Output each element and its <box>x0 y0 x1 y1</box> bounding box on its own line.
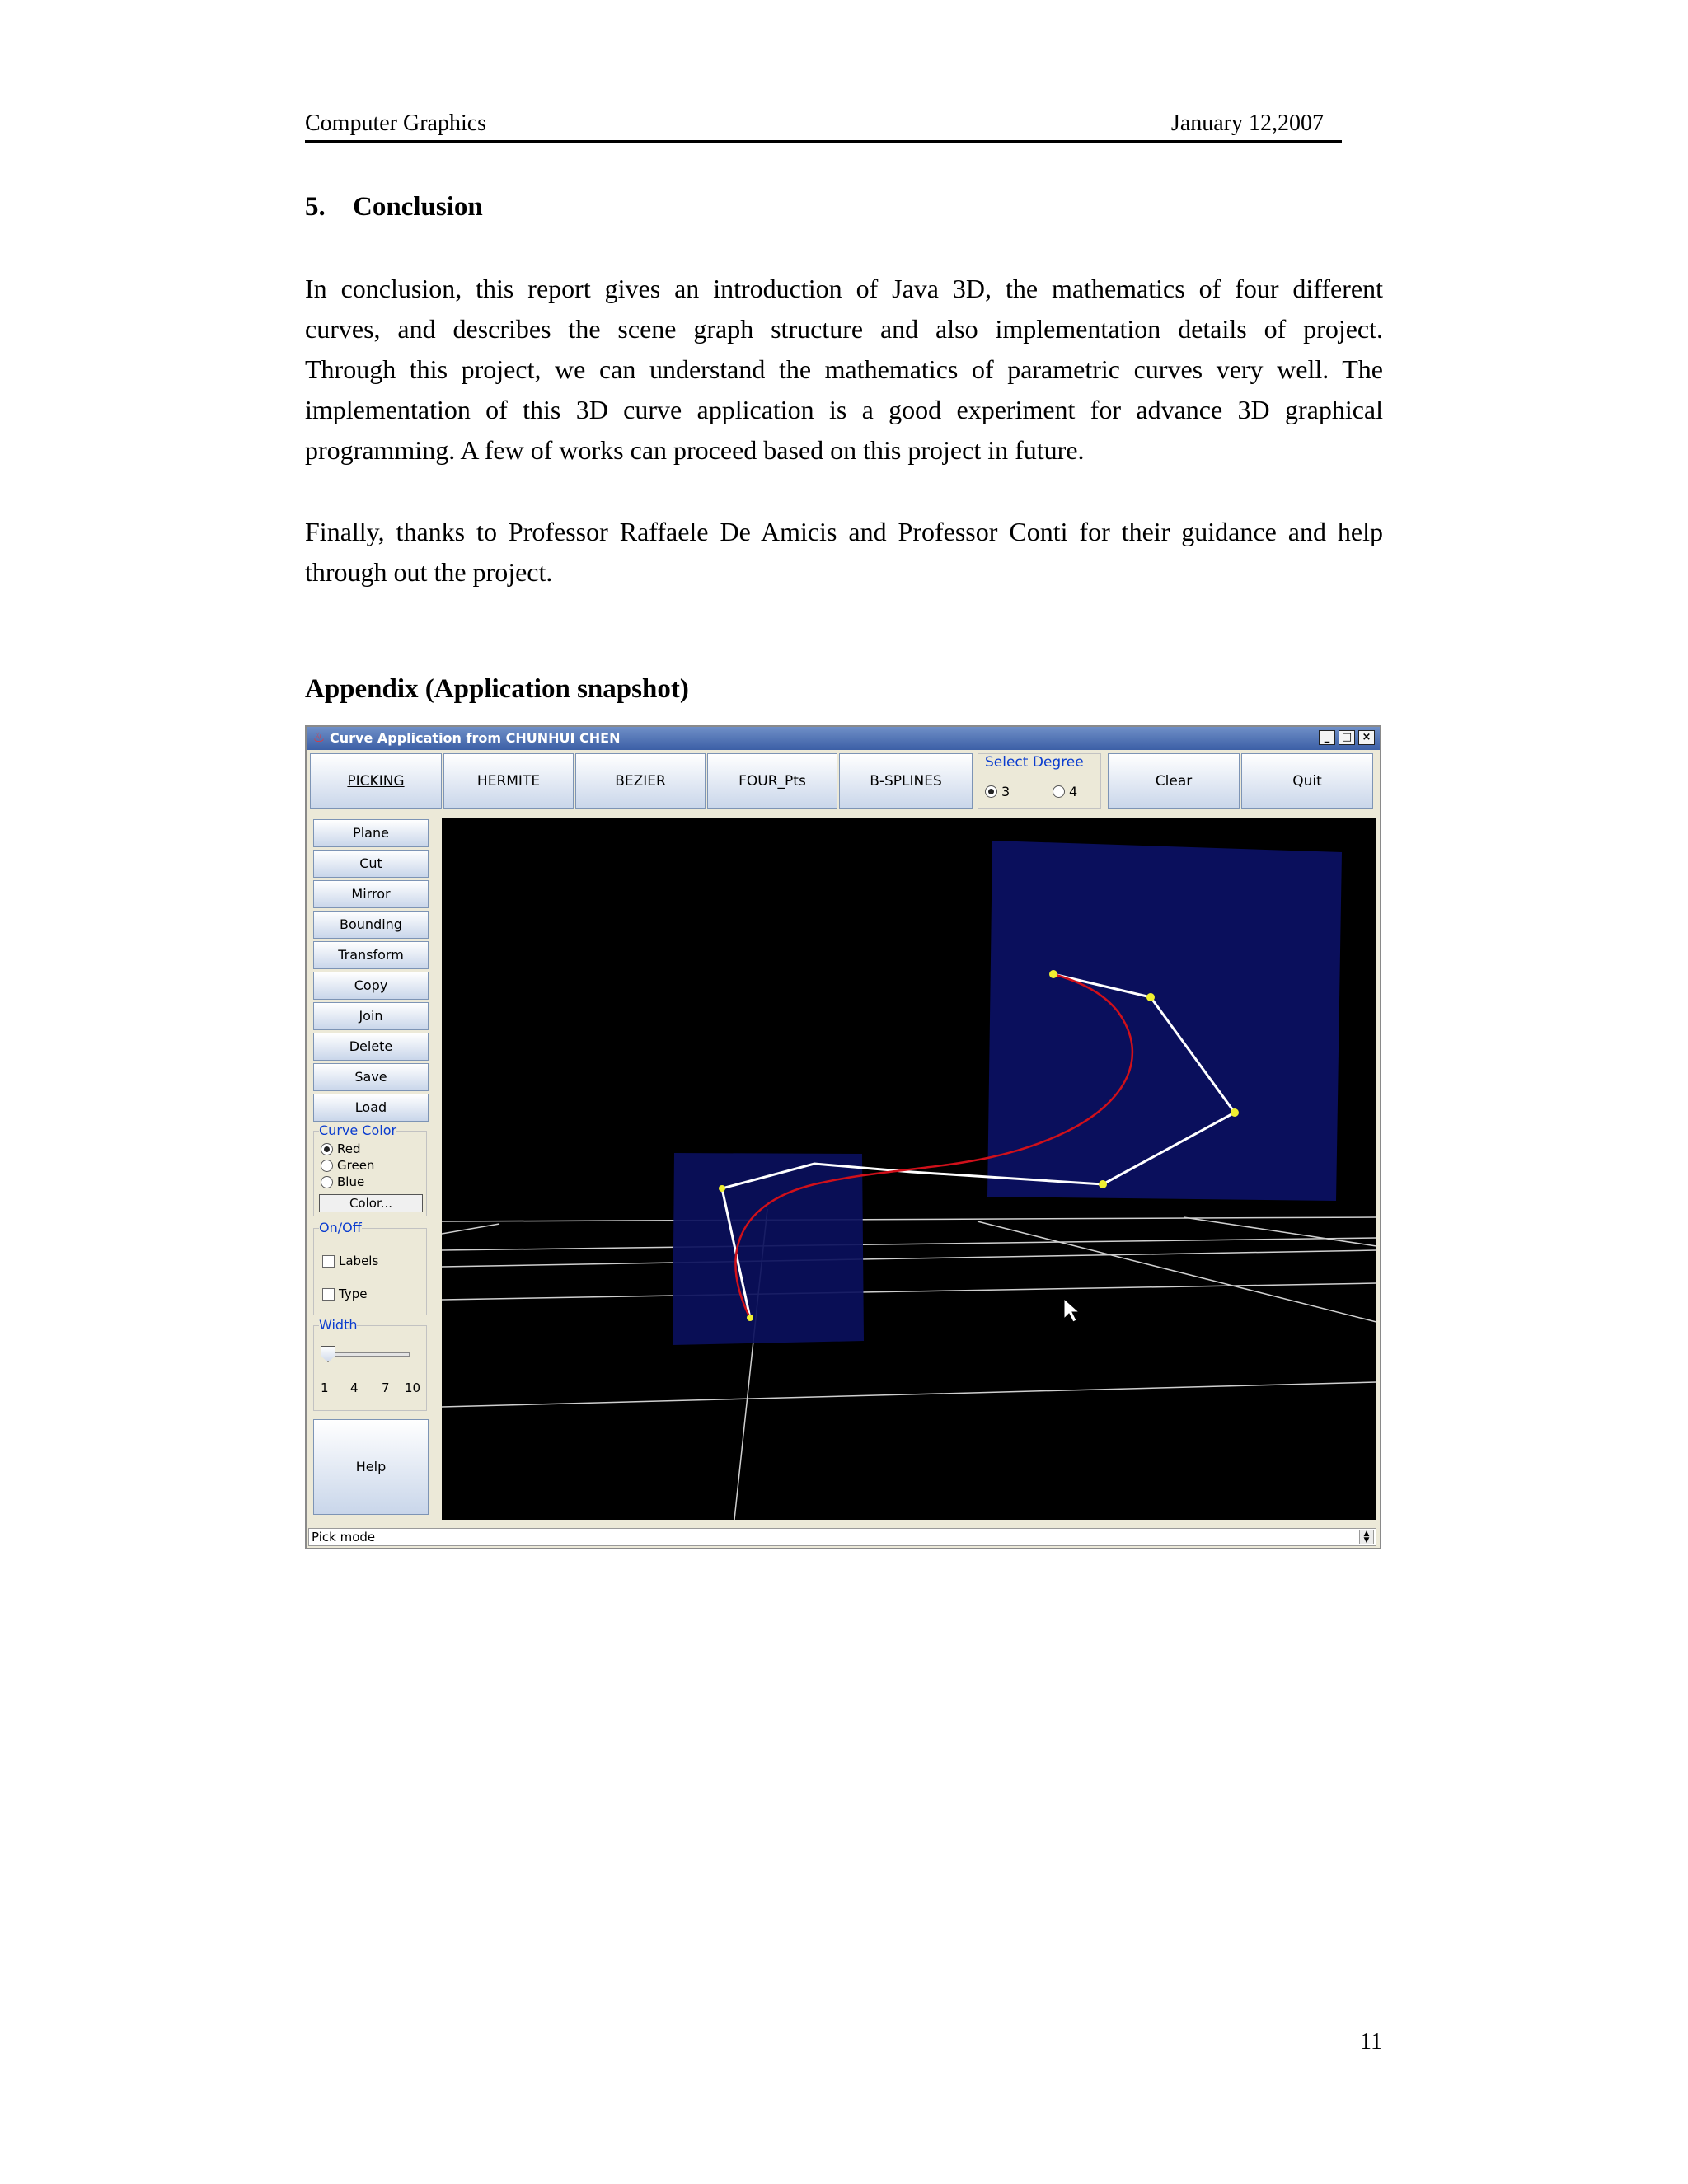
paragraph-line: implementation of this 3D curve application is a good experiment for advance 3D graphical <box>305 395 1383 424</box>
four-pts-button[interactable]: FOUR_Pts <box>707 753 837 809</box>
control-point[interactable] <box>1146 993 1155 1001</box>
labels-checkbox[interactable] <box>322 1255 335 1268</box>
spinner-arrows-icon[interactable]: ▲ ▼ <box>1359 1530 1374 1544</box>
delete-button[interactable]: Delete <box>313 1033 429 1061</box>
join-button[interactable]: Join <box>313 1002 429 1030</box>
blue-label: Blue <box>337 1174 365 1189</box>
copy-button[interactable]: Copy <box>313 972 429 1000</box>
paragraph-line: programming. A few of works can proceed based on this project in future. <box>305 435 1085 465</box>
scene-svg <box>442 818 1376 1520</box>
picking-button[interactable] <box>310 753 442 809</box>
save-button[interactable]: Save <box>313 1063 429 1091</box>
3d-canvas[interactable] <box>442 818 1376 1520</box>
bounding-button[interactable]: Bounding <box>313 911 429 939</box>
onoff-label: On/Off <box>319 1220 362 1235</box>
labels-checkbox-label: Labels <box>339 1254 379 1268</box>
width-label: Width <box>319 1317 358 1333</box>
java-icon: ♨ <box>312 729 326 745</box>
green-label: Green <box>337 1158 375 1173</box>
paragraph-line: Through this project, we can understand the mathematics of parametric curves very well. The <box>305 354 1383 384</box>
paragraph-line: curves, and describes the scene graph structure and also implementation details of project. <box>305 314 1383 344</box>
curve-color-group <box>313 1122 427 1216</box>
red-label: Red <box>337 1141 361 1156</box>
bezier-button[interactable]: BEZIER <box>575 753 706 809</box>
section-number: 5. <box>305 192 326 222</box>
control-plane-right <box>987 841 1342 1201</box>
grid-line <box>442 1224 499 1234</box>
control-point[interactable] <box>1099 1180 1107 1188</box>
control-point[interactable] <box>1049 970 1057 978</box>
load-button[interactable]: Load <box>313 1094 429 1122</box>
appendix-title: Appendix (Application snapshot) <box>305 674 689 704</box>
paragraph-line: Finally, thanks to Professor Raffaele De Amicis and Professor Conti for their guidance and help <box>305 517 1383 546</box>
status-bar <box>308 1528 1376 1546</box>
green-radio[interactable] <box>321 1160 333 1172</box>
grid-line <box>1184 1217 1376 1246</box>
width-group <box>313 1317 427 1411</box>
ground-grid <box>442 1209 1376 1520</box>
grid-line <box>442 1217 1376 1221</box>
grid-line <box>442 1382 1376 1407</box>
red-radio[interactable] <box>321 1143 333 1155</box>
header-left: Computer Graphics <box>305 110 487 136</box>
thanks-paragraph <box>305 512 1383 593</box>
close-button[interactable]: × <box>1358 730 1375 745</box>
maximize-button[interactable]: □ <box>1339 730 1355 745</box>
picking-label: PICKING <box>347 773 405 790</box>
quit-button[interactable]: Quit <box>1241 753 1373 809</box>
width-tick: 10 <box>405 1380 421 1395</box>
grid-line <box>442 1250 1376 1267</box>
degree-3-label: 3 <box>1001 784 1010 799</box>
status-text: Pick mode <box>312 1530 376 1544</box>
left-panel <box>310 819 430 1521</box>
grid-line <box>978 1221 1376 1322</box>
width-tick: 1 <box>321 1380 329 1395</box>
help-button[interactable]: Help <box>313 1419 429 1515</box>
section-heading <box>305 192 483 223</box>
paragraph-line: through out the project. <box>305 557 553 587</box>
window-titlebar <box>307 727 1380 750</box>
onoff-group <box>313 1220 427 1315</box>
cut-button[interactable]: Cut <box>313 850 429 878</box>
grid-line <box>442 1238 1376 1250</box>
toolbar <box>310 753 1376 811</box>
select-degree-group <box>978 753 1101 809</box>
mouse-cursor-icon <box>1064 1299 1079 1322</box>
plane-button[interactable]: Plane <box>313 819 429 847</box>
control-point[interactable] <box>1231 1108 1239 1117</box>
control-point[interactable] <box>747 1315 753 1321</box>
width-tick: 7 <box>382 1380 390 1395</box>
header-right: January 12,2007 <box>1170 110 1324 136</box>
mirror-button[interactable]: Mirror <box>313 880 429 908</box>
color-button[interactable]: Color... <box>319 1194 423 1212</box>
blue-radio[interactable] <box>321 1176 333 1188</box>
minimize-button[interactable]: _ <box>1319 730 1335 745</box>
width-slider-track[interactable] <box>326 1352 410 1357</box>
curve-color-label: Curve Color <box>319 1122 397 1138</box>
window-title: Curve Application from CHUNHUI CHEN <box>330 730 621 746</box>
page-header <box>305 110 1342 143</box>
degree-4-radio[interactable] <box>1053 785 1065 798</box>
select-degree-label: Select Degree <box>985 754 1084 771</box>
hermite-button[interactable]: HERMITE <box>443 753 574 809</box>
control-point[interactable] <box>719 1185 725 1192</box>
type-checkbox-label: Type <box>339 1286 368 1301</box>
grid-line <box>442 1283 1376 1300</box>
width-tick: 4 <box>350 1380 359 1395</box>
app-window <box>305 725 1381 1549</box>
type-checkbox[interactable] <box>322 1288 335 1301</box>
width-slider-knob[interactable] <box>321 1346 335 1362</box>
degree-3-radio[interactable] <box>985 785 997 798</box>
clear-button[interactable]: Clear <box>1108 753 1240 809</box>
paragraph-line: In conclusion, this report gives an introduction of Java 3D, the mathematics of four different <box>305 274 1383 303</box>
degree-4-label: 4 <box>1069 784 1078 799</box>
control-plane-left <box>673 1153 864 1345</box>
conclusion-paragraph <box>305 269 1383 471</box>
page-number: 11 <box>1360 2029 1382 2055</box>
bsplines-button[interactable]: B-SPLINES <box>839 753 973 809</box>
transform-button[interactable]: Transform <box>313 941 429 969</box>
section-title: Conclusion <box>353 192 483 222</box>
